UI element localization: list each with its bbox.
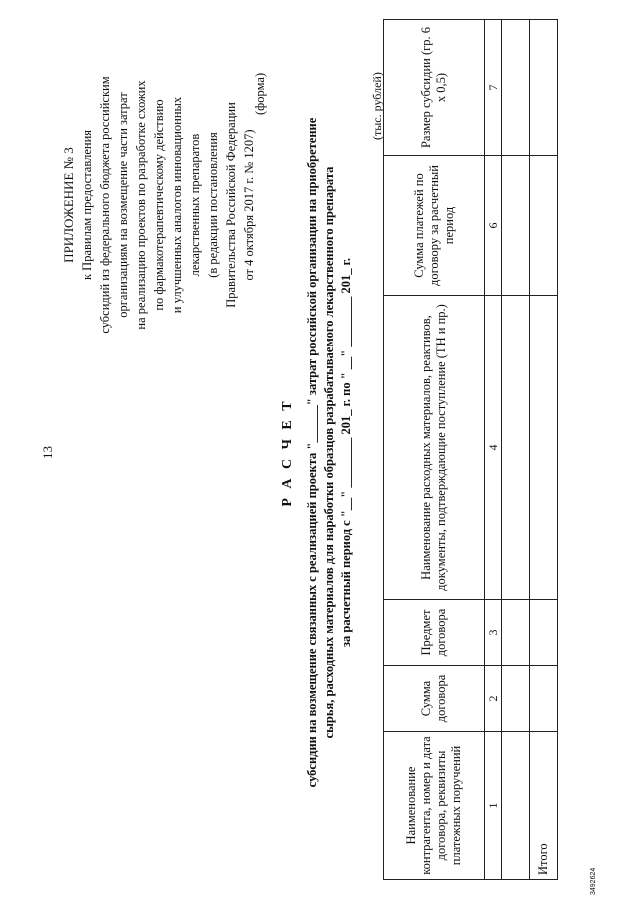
page-number: 13 [40, 446, 55, 459]
table-cell [502, 600, 530, 666]
column-header: Предмет договора [384, 600, 485, 666]
column-header: Сумма платежей по договору за расчетный период [384, 156, 485, 296]
table-cell [502, 666, 530, 732]
title-block [280, 30, 355, 875]
column-header: Наименование контрагента, номер и дата договора, реквизиты платежных поручений [384, 732, 485, 880]
appendix-line: к Правилам предоставления [80, 129, 94, 281]
column-number-row [485, 20, 502, 880]
subtitle-line: субсидии на возмещение связанных с реализацией проекта "______" затрат российской организации на приобретение [305, 117, 319, 788]
appendix-line: субсидий из федерального бюджета российским [98, 76, 112, 334]
column-number: 3 [485, 600, 502, 666]
column-number: 7 [485, 20, 502, 156]
document-code: 3492624 [590, 867, 597, 895]
appendix-line: Правительства Российской Федерации [224, 102, 238, 308]
appendix-line: и улучшенных аналогов инновационных [170, 96, 184, 314]
table-cell [502, 296, 530, 600]
table-row [502, 20, 530, 880]
total-label: Итого [530, 732, 558, 880]
table-cell [530, 156, 558, 296]
subtitle-line: сырья, расходных материалов для наработки образцов разрабатываемого лекарственного препарата [322, 166, 336, 739]
table-cell [530, 20, 558, 156]
table-header-row [384, 20, 485, 880]
subtitle-line: за расчетный период с "__" ________ 201_ г. по " __" ________ 201_ г. [339, 258, 353, 647]
column-number: 4 [485, 296, 502, 600]
appendix-line: лекарственных препаратов [188, 133, 202, 277]
table-cell [502, 732, 530, 880]
table-cell [530, 666, 558, 732]
table-cell [530, 296, 558, 600]
column-header: Размер субсидии (гр. 6 х 0,5) [384, 20, 485, 156]
column-number: 1 [485, 732, 502, 880]
calculation-table [383, 19, 558, 880]
table-cell [502, 156, 530, 296]
appendix-line: (в редакции постановления [206, 132, 220, 278]
form-label: (форма) [253, 72, 267, 115]
appendix-line: на реализацию проектов по разработке схожих [134, 80, 148, 330]
appendix-line: по фармакотерапевтическому действию [152, 99, 166, 311]
units-label: (тыс. рублей) [370, 72, 384, 140]
column-number: 2 [485, 666, 502, 732]
total-row [530, 20, 558, 880]
column-number: 6 [485, 156, 502, 296]
document-subtitle [304, 30, 355, 875]
appendix-line: от 4 октября 2017 г. № 1207) [242, 129, 256, 281]
appendix-line: ПРИЛОЖЕНИЕ № 3 [61, 147, 76, 263]
appendix-header [60, 60, 258, 350]
table-cell [530, 600, 558, 666]
column-header: Наименование расходных материалов, реактивов, документы, подтверждающие поступление (ТН и пр.) [384, 296, 485, 600]
document-title: Р А С Ч Е Т [280, 398, 295, 507]
column-header: Сумма договора [384, 666, 485, 732]
appendix-line: организациям на возмещение части затрат [116, 92, 130, 318]
table-cell [502, 20, 530, 156]
